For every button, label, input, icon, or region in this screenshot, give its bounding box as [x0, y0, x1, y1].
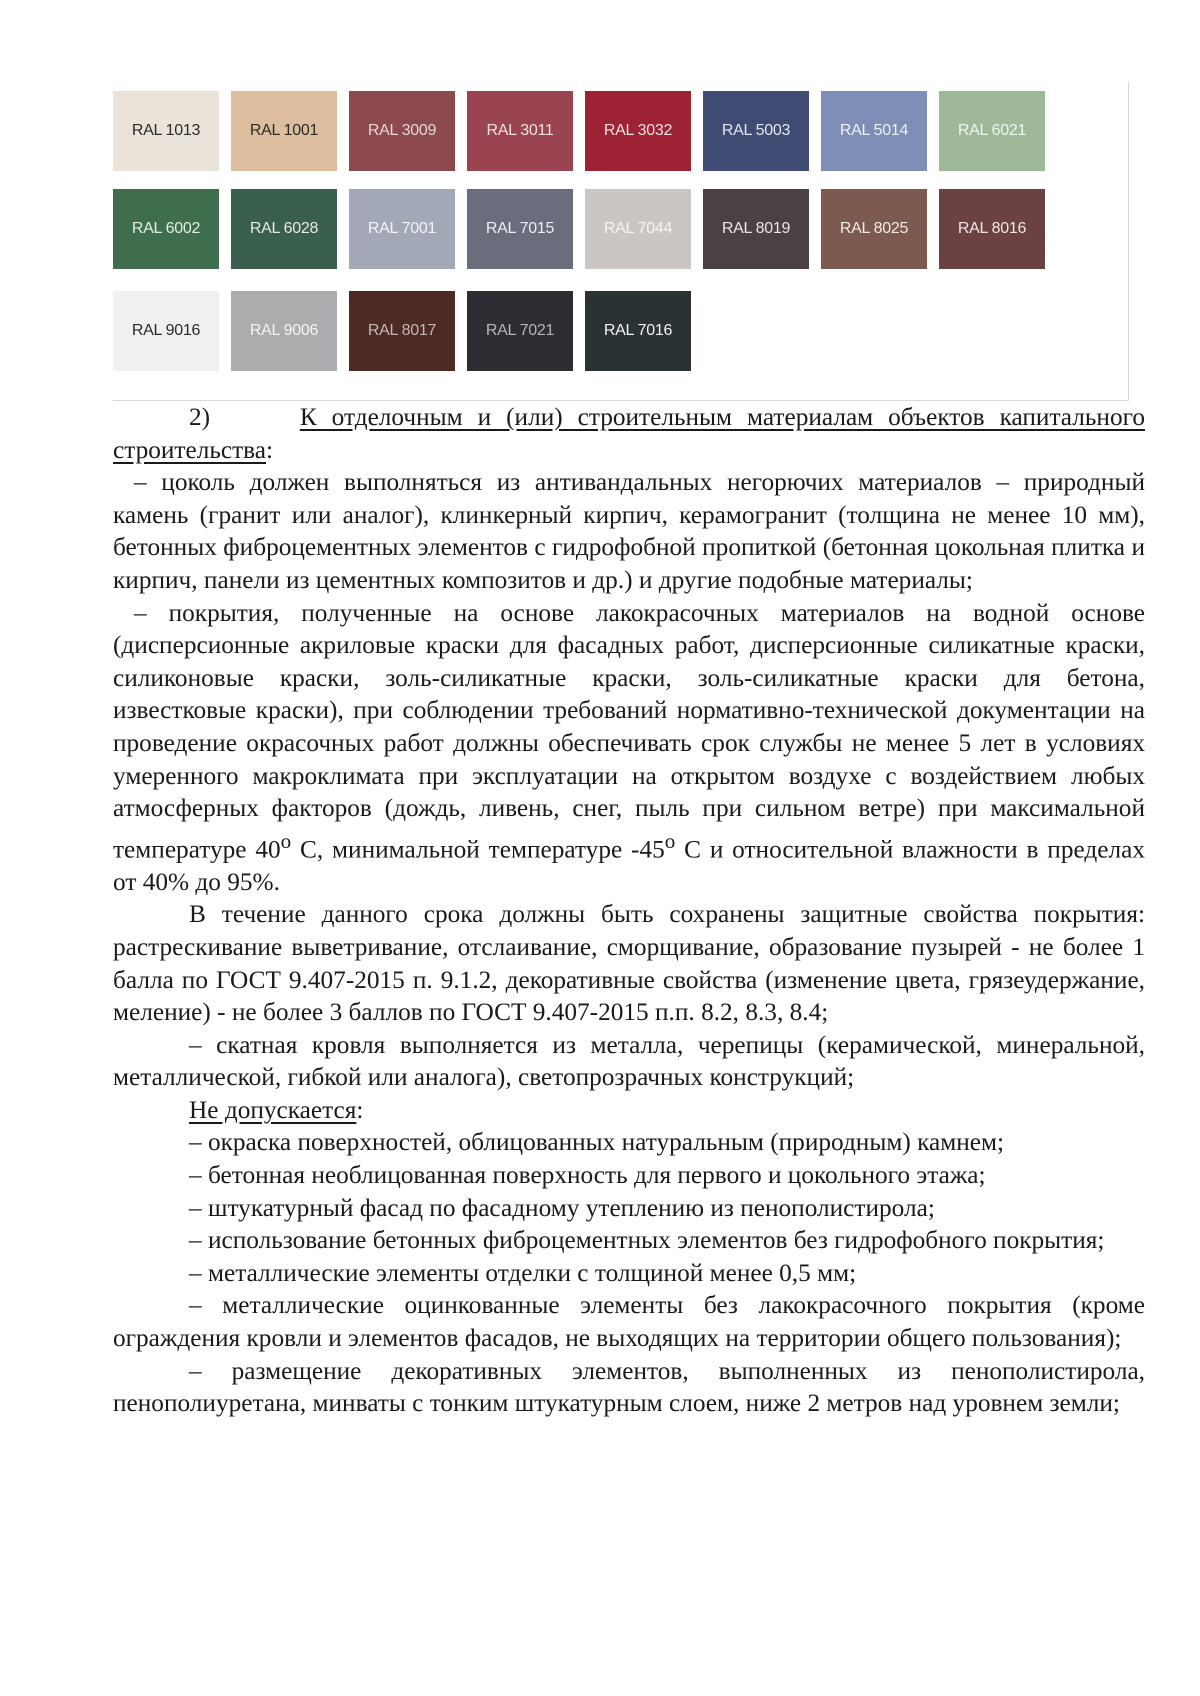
paragraph-text: С и относительной влажности в пределах от 40% до 95%.: [113, 835, 1145, 896]
prohibited-heading: [113, 1094, 1145, 1127]
ral-swatch: RAL 6028: [231, 189, 337, 269]
ral-swatch: RAL 7016: [585, 291, 691, 371]
document-body: [113, 401, 1145, 1420]
paragraph: В течение данного срока должны быть сохранены защитные свойства покрытия: растрескивание выветривание, отслаивание, сморщивание, образование пузырей - не более 1 балла по ГОСТ 9.407-2015 п. 9.1.2, декоративные свойства (изменение цвета, грязеудержание, меление) - не более 3 баллов по ГОСТ 9.407-2015 п.п. 8.2, 8.3, 8.4;: [113, 900, 1145, 1027]
list-item: – размещение декоративных элементов, выполненных из пенополистирола, пенополиуретана, минваты с тонким штукатурным слоем, ниже 2 метров над уровнем земли;: [113, 1356, 1145, 1418]
ral-color-palette: [113, 82, 1129, 401]
ral-swatch: RAL 7044: [585, 189, 691, 269]
paragraph: – цоколь должен выполняться из антивандальных негорючих материалов – природный камень (гранит или аналог), клинкерный кирпич, керамогранит (толщина не менее 10 мм), бетонных фиброцементных элементов с гидрофобной пропиткой (бетонная цокольная плитка и кирпич, панели из цементных композитов и др.) и другие подобные материалы;: [113, 468, 1145, 594]
ral-swatch: RAL 7001: [349, 189, 455, 269]
ral-swatch: RAL 9006: [231, 291, 337, 371]
ral-swatch: RAL 3011: [467, 91, 573, 171]
section-heading: [113, 401, 1145, 466]
ral-swatch: RAL 6002: [113, 189, 219, 269]
list-item: – штукатурный фасад по фасадному утеплению из пенополистирола;: [189, 1193, 935, 1222]
ral-swatch: RAL 8025: [821, 189, 927, 269]
ral-swatch: RAL 8019: [703, 189, 809, 269]
ral-swatch: RAL 1001: [231, 91, 337, 171]
prohibited-title: Не допускается: [189, 1095, 357, 1124]
ral-swatch: RAL 8017: [349, 291, 455, 371]
paragraph-text: С, минимальной температуре -45: [291, 835, 665, 864]
ral-swatch: RAL 3009: [349, 91, 455, 171]
list-item: – использование бетонных фиброцементных элементов без гидрофобного покрытия;: [189, 1226, 1105, 1255]
ral-swatch: RAL 6021: [939, 91, 1045, 171]
ral-swatch: RAL 5014: [821, 91, 927, 171]
list-item: – металлические оцинкованные элементы без лакокрасочного покрытия (кроме ограждения кровли и элементов фасадов, не выходящих на территории общего пользования);: [113, 1291, 1145, 1353]
ral-swatch: RAL 7021: [467, 291, 573, 371]
degree-superscript: o: [280, 828, 292, 853]
paragraph: – скатная кровля выполняется из металла, черепицы (керамической, минеральной, металлической, гибкой или аналога), светопрозрачных конструкций;: [113, 1030, 1145, 1092]
paragraph-text: – покрытия, полученные на основе лакокрасочных материалов на водной основе (дисперсионные акриловые краски для фасадных работ, дисперсионные силикатные краски, силиконовые краски, золь-силикатные краски, золь-силикатные краски для бетона, известковые краски), при соблюдении требований нормативно-технической документации на проведение окрасочных работ должны обеспечивать срок службы не менее 5 лет в условиях умеренного макроклимата при эксплуатации на открытом воздухе с воздействием любых атмосферных факторов (дождь, ливень, снег, пыль при сильном ветре) при максимальной температуре 40: [113, 598, 1145, 864]
ral-swatch: RAL 8016: [939, 189, 1045, 269]
section-title: К отделочным и (или) строительным материалам объектов капитального строительства: [113, 403, 1145, 464]
list-item: – металлические элементы отделки с толщиной менее 0,5 мм;: [189, 1258, 857, 1287]
ral-swatch: RAL 3032: [585, 91, 691, 171]
section-colon: :: [266, 435, 274, 464]
ral-swatch: RAL 1013: [113, 91, 219, 171]
list-item: – окраска поверхностей, облицованных натуральным (природным) камнем;: [189, 1128, 1005, 1157]
paragraph-coatings: [113, 597, 1145, 899]
section-number: 2): [189, 403, 211, 431]
list-item: – бетонная необлицованная поверхность для первого и цокольного этажа;: [189, 1161, 986, 1190]
degree-superscript: o: [664, 828, 676, 853]
ral-swatch: RAL 5003: [703, 91, 809, 171]
prohibited-colon: :: [356, 1095, 364, 1124]
ral-swatch: RAL 7015: [467, 189, 573, 269]
ral-swatch: RAL 9016: [113, 291, 219, 371]
